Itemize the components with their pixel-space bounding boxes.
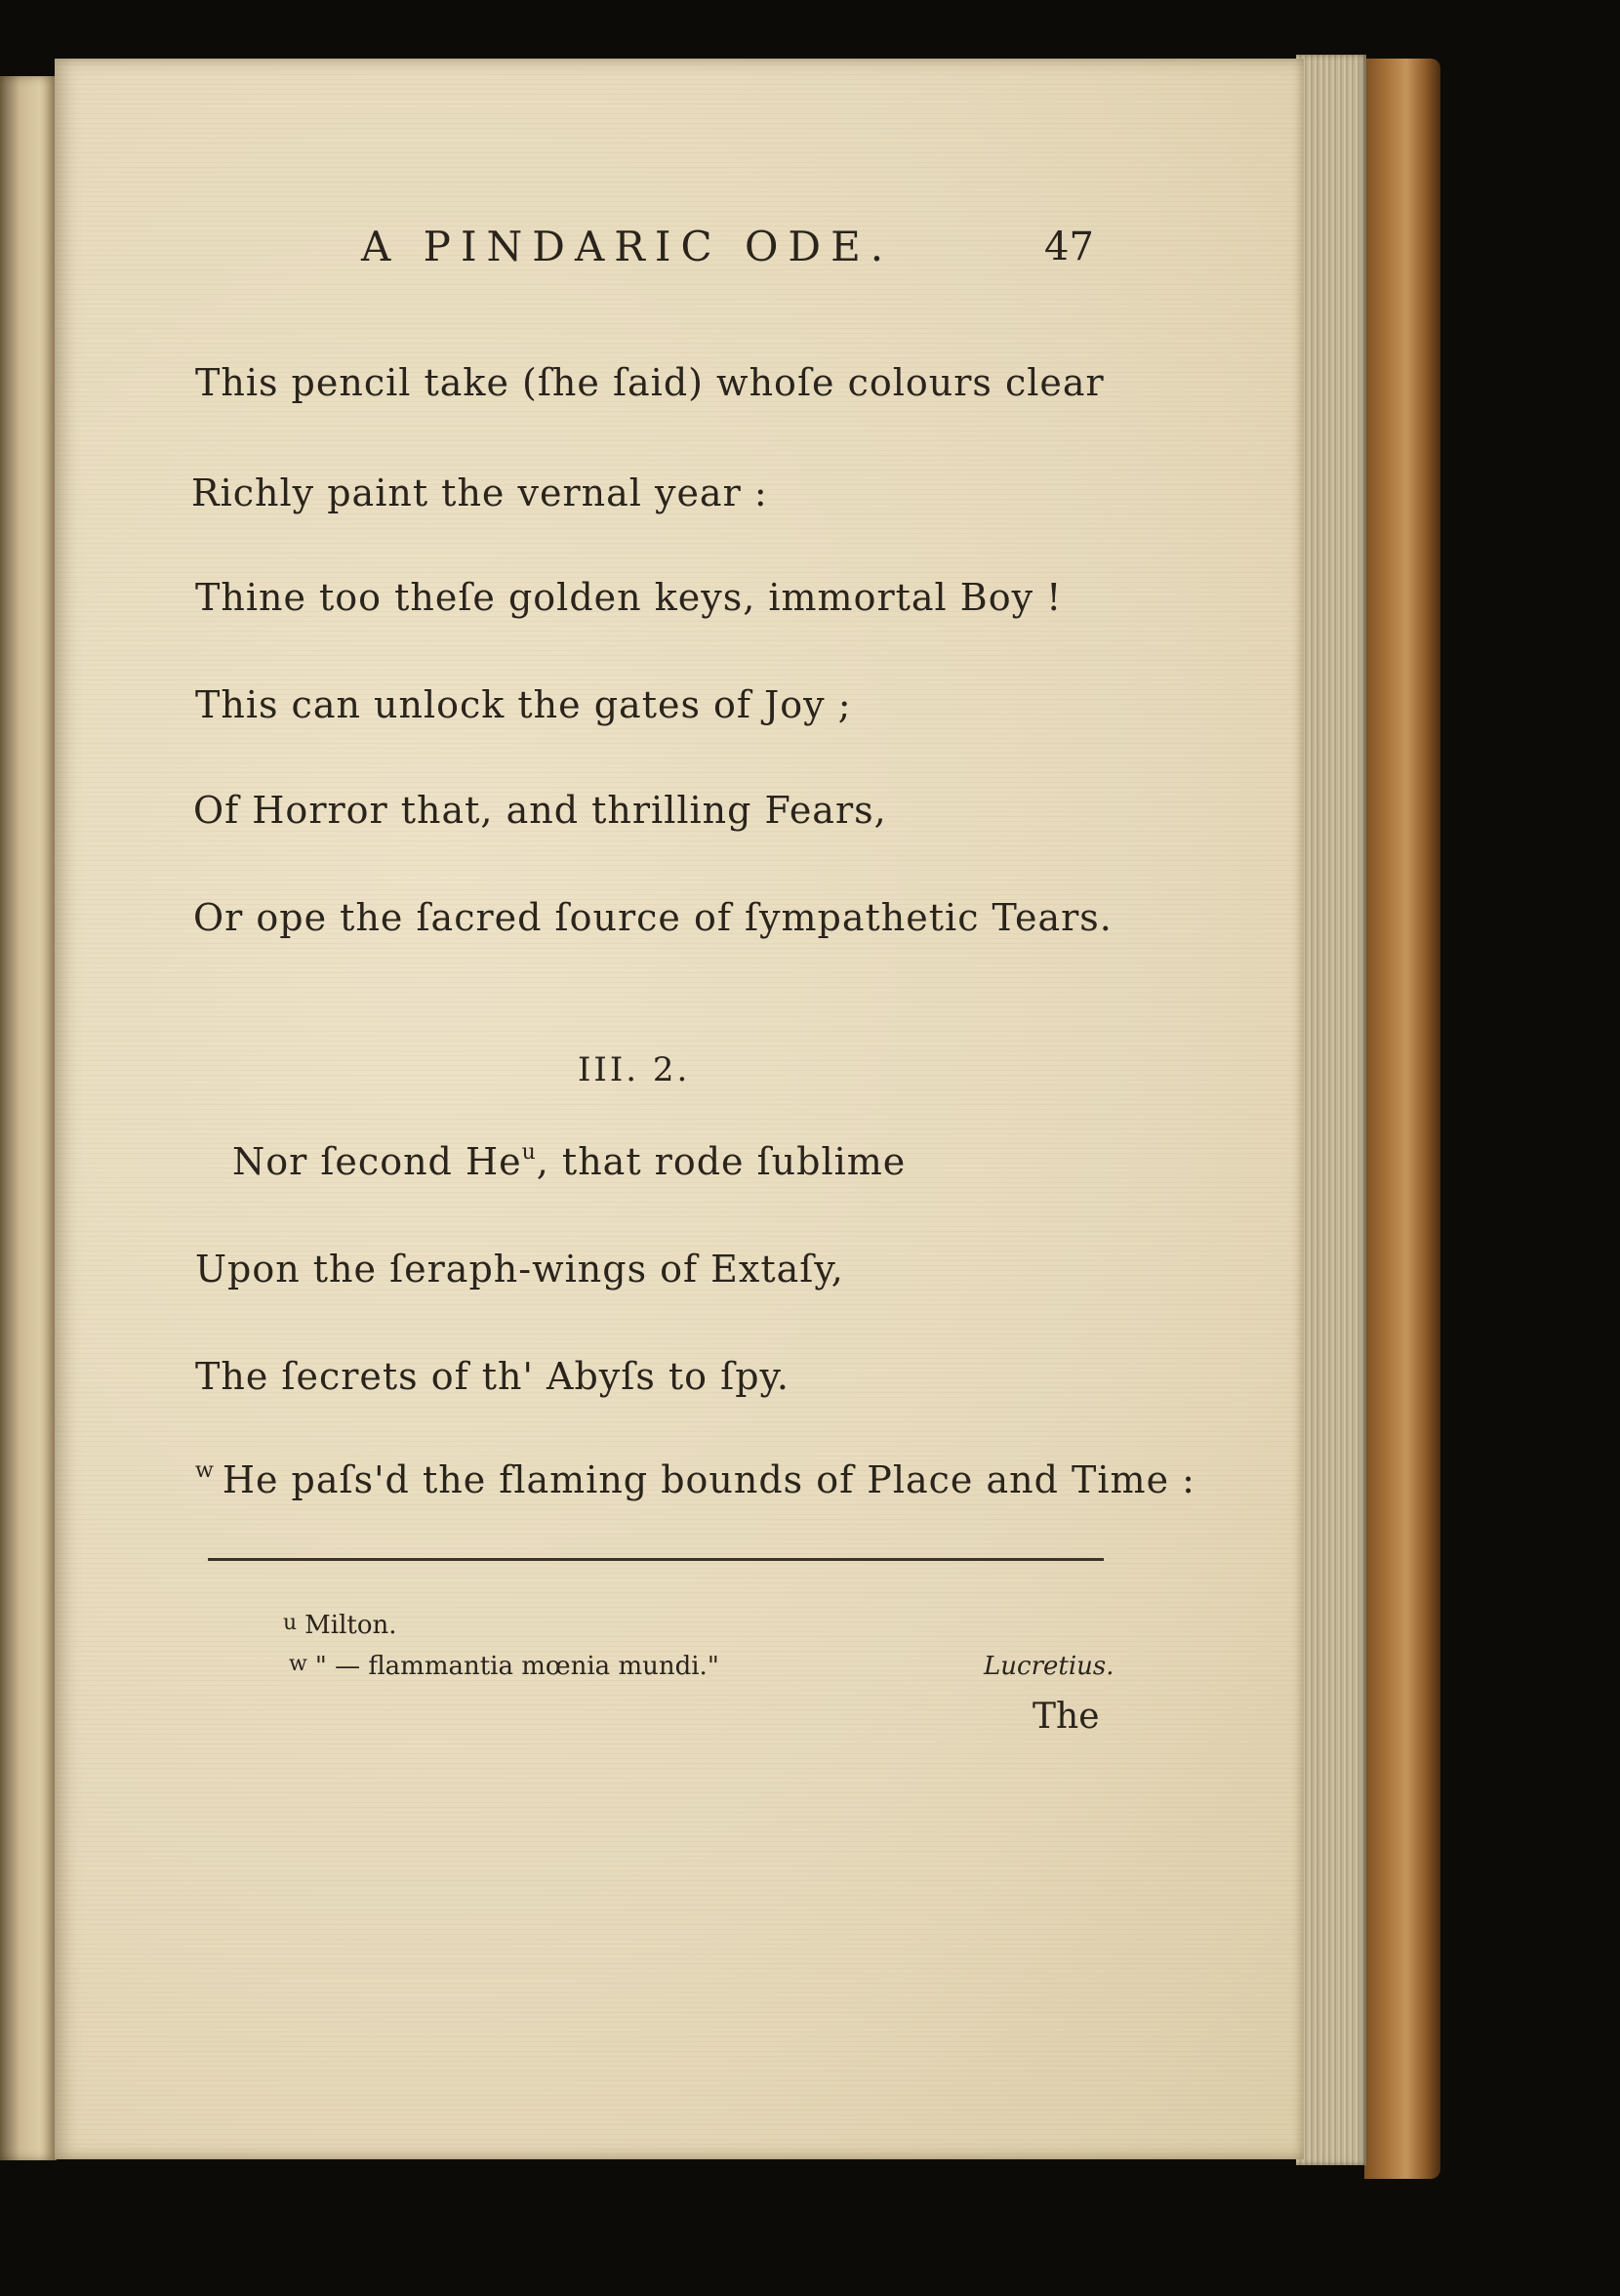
verse-text: Nor ſecond He xyxy=(232,1140,522,1183)
verse-line: This can unlock the gates of Joy ; xyxy=(195,683,852,726)
verse-line xyxy=(232,1140,906,1183)
page-stack-edge xyxy=(1296,55,1366,2165)
left-page-edge xyxy=(0,76,57,2160)
verse-line: Of Horror that, and thrilling Fears, xyxy=(193,789,887,832)
footnote-reference: w xyxy=(195,1458,215,1483)
footnote-marker: u xyxy=(283,1611,298,1635)
footnote-w xyxy=(289,1652,719,1681)
footnote-text: " — flammantia mœnia mundi." xyxy=(314,1652,719,1681)
catchword: The xyxy=(1033,1697,1100,1737)
verse-text: He paſs'd the flaming bounds of Place and Time : xyxy=(222,1458,1195,1501)
verse-line: Upon the ſeraph-wings of Extaſy, xyxy=(195,1248,844,1291)
footnote-divider xyxy=(208,1558,1104,1561)
verse-line: Or ope the ſacred ſource of ſympathetic Tears. xyxy=(193,896,1113,939)
verse-line xyxy=(195,1458,1195,1501)
verse-line: Richly paint the vernal year : xyxy=(191,472,768,514)
verse-line: The ſecrets of th' Abyſs to ſpy. xyxy=(195,1355,790,1398)
footnote-u xyxy=(283,1611,397,1640)
page-number: 47 xyxy=(1044,225,1094,269)
footnote-marker: w xyxy=(289,1652,307,1676)
section-heading: III. 2. xyxy=(578,1050,691,1089)
verse-line: Thine too theſe golden keys, immortal Boy ! xyxy=(195,576,1063,619)
footnote-text: Milton. xyxy=(304,1611,397,1640)
verse-text: , that rode ſublime xyxy=(536,1140,907,1183)
running-head: A PINDARIC ODE. xyxy=(361,223,894,270)
footnote-reference: u xyxy=(521,1140,537,1165)
footnote-source: Lucretius. xyxy=(984,1652,1114,1681)
book-cover-edge xyxy=(1364,59,1440,2179)
verse-line: This pencil take (ſhe ſaid) whoſe colours clear xyxy=(195,361,1105,404)
